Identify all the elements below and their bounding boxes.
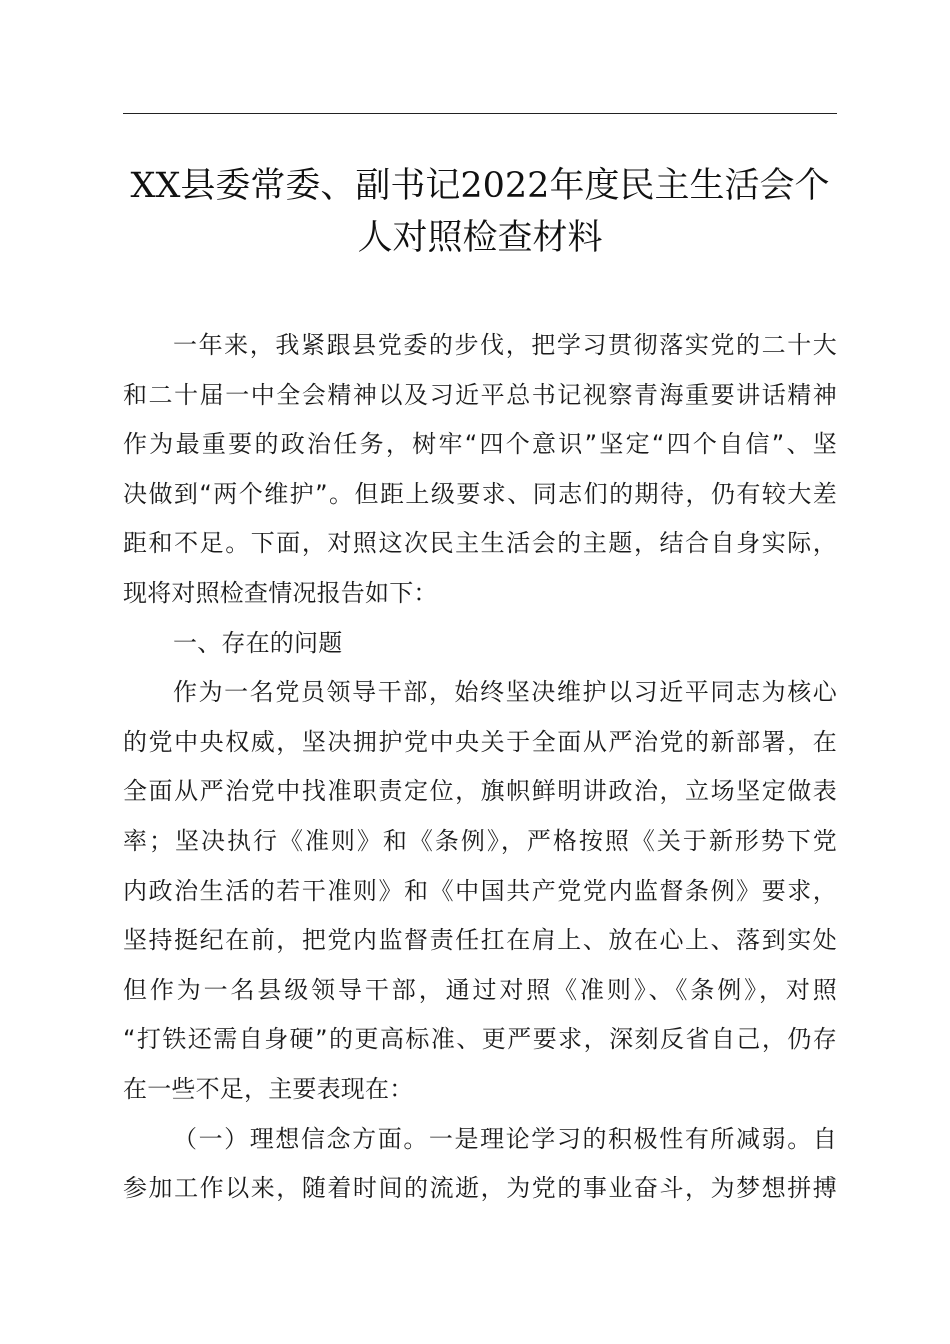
paragraph-line: 全面从严治党中找准职责定位，旗帜鲜明讲政治，立场坚定做表 <box>123 777 837 806</box>
paragraph-line: 作为一名党员领导干部，始终坚决维护以习近平同志为核心 <box>173 678 837 707</box>
paragraph-line: 一年来，我紧跟县党委的步伐，把学习贯彻落实党的二十大 <box>173 331 837 359</box>
paragraph-line: “打铁还需自身硬”的更高标准、更严要求，深刻反省自己，仍存 <box>123 1025 837 1054</box>
document-title <box>100 160 860 264</box>
header-divider <box>123 113 837 114</box>
paragraph-line: 在一些不足，主要表现在： <box>123 1074 414 1103</box>
paragraph-line: 作为最重要的政治任务，树牢“四个意识”坚定“四个自信”、坚 <box>123 430 837 459</box>
paragraph-line: 坚持挺纪在前，把党内监督责任扛在肩上、放在心上、落到实处 <box>123 926 837 955</box>
paragraph-line: 内政治生活的若干准则》和《中国共产党党内监督条例》要求， <box>123 876 837 905</box>
title-line-2: 人对照检查材料 <box>357 218 603 258</box>
paragraph-line: 但作为一名县级领导干部，通过对照《准则》、《条例》，对照 <box>123 975 837 1004</box>
paragraph-line: 决做到“两个维护”。但距上级要求、同志们的期待，仍有较大差 <box>123 479 837 508</box>
section-heading: 一、存在的问题 <box>173 628 343 657</box>
paragraph-line: 和二十届一中全会精神以及习近平总书记视察青海重要讲话精神 <box>123 380 837 409</box>
title-line-1: XX县委常委、副书记2022年度民主生活会个 <box>130 166 830 206</box>
paragraph-line: 率；坚决执行《准则》和《条例》，严格按照《关于新形势下党 <box>123 826 837 855</box>
subsection-line: （一）理想信念方面。一是理论学习的积极性有所减弱。自 <box>173 1124 837 1153</box>
paragraph-line: 距和不足。下面，对照这次民主生活会的主题，结合自身实际， <box>123 529 837 558</box>
paragraph-line: 现将对照检查情况报告如下： <box>123 578 438 607</box>
paragraph-line: 参加工作以来，随着时间的流逝，为党的事业奋斗，为梦想拼搏 <box>123 1174 837 1203</box>
document-body <box>123 321 837 1214</box>
paragraph-line: 的党中央权威，坚决拥护党中央关于全面从严治党的新部署，在 <box>123 727 837 756</box>
